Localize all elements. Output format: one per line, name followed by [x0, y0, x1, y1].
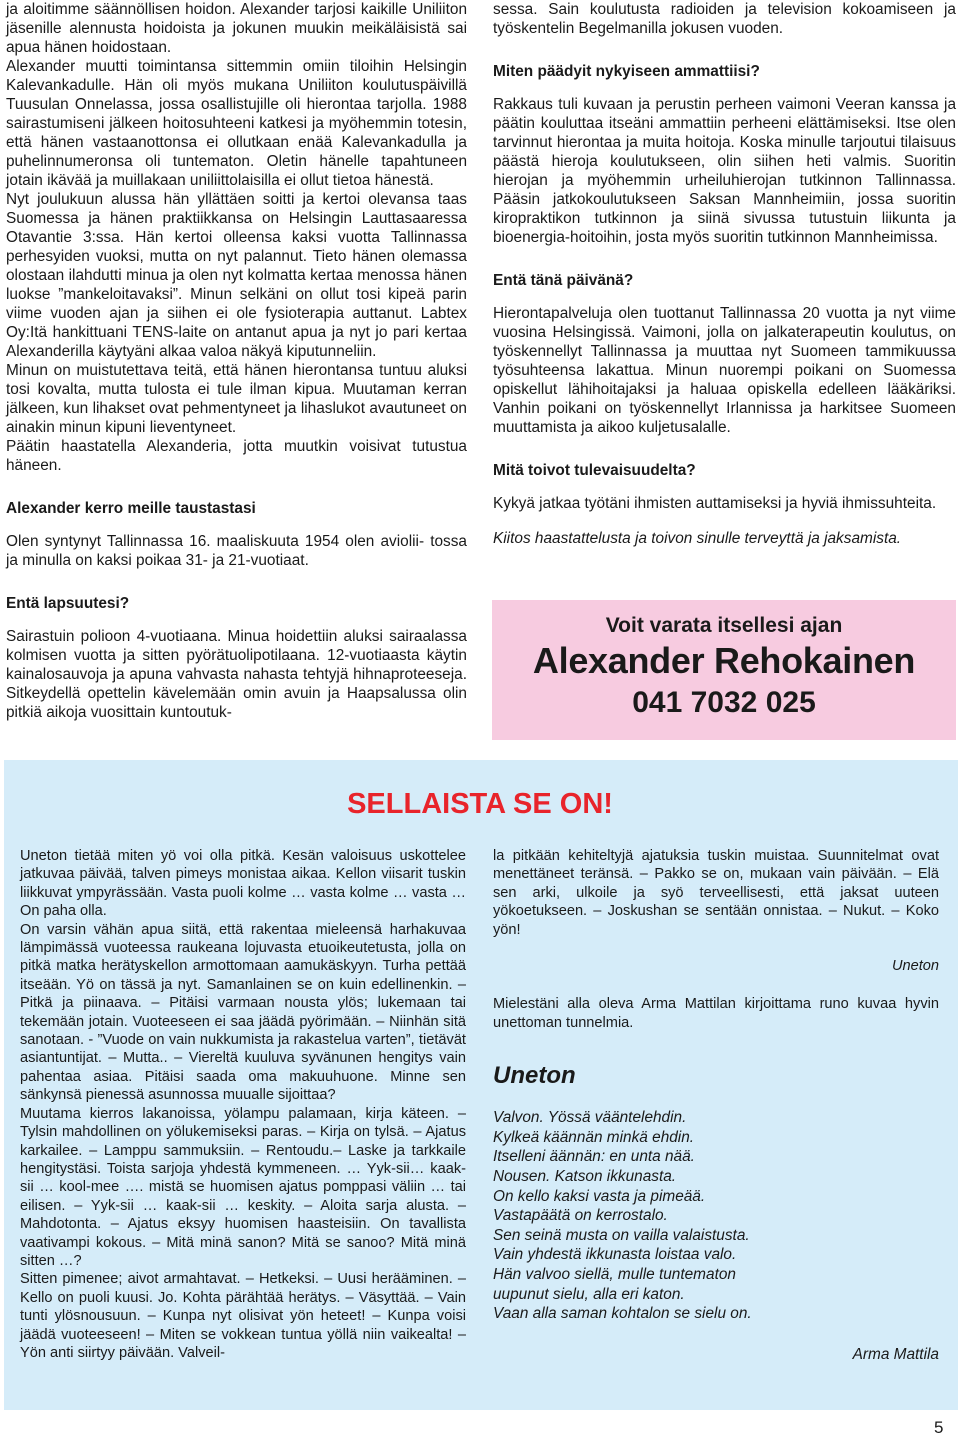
- paragraph: Nyt joulukuun alussa hän yllättäen soitti ja kertoi olevansa taas Suomessa ja hänen praktiikkansa on Helsingin Lauttasaaressa Otavantie 3:ssa. Hän kertoi olleensa kaksi vuotta Tallinnassa perhesyiden vuoksi, mutta on nyt palannut. Tieto hänen olemassa olostaan ilahdutti minua ja olen nyt kolmatta kertaa menossa hänen luokse ”mankeloitavaksi”. Minun selkäni on ollut tosi kipeä parin viime vuoden ajan ja siihen ei ole fysioterapia auttanut. Labtex Oy:Itä hankittuani TENS-laite on antanut apua ja nyt jo pari kertaa Alexanderilla käytyäni alkaa valoa näkyä kiputunneliin.: [6, 191, 467, 360]
- paragraph: Muutama kierros lakanoissa, yölampu palamaan, kirja käteen. – Tylsin mahdollinen on yölukemiseksi paras. – Kirja on tylsä. – Ajatus karkailee. – Lamppu sammuksiin. – Rentoudu.– Laske ja tarkkaile hengitystäsi. Toista sarjoja yhdestä kymmeneen. … Yyk-sii… kaak-sii … kool-mee …. mistä se huomisen ajatus pomppasi väliin … tai eilisen. – Yyk-sii … kaak-sii … keskity. – Aloita sarja alusta. – Mahdotonta. – Ajatus eksyy huomisen haasteisiin. On tavallista vaativampi kokous. – Mitä minä sanon? Mitä se sanoo? Mitä minä sitten …?: [20, 1105, 466, 1269]
- answer-paragraph: Sairastuin polioon 4-vuotiaana. Minua hoidettiin aluksi sairaalassa kolmisen vuotta ja sitten pyörätuolipotilaana. 12-vuotiaasta käytin kainalosauvoja ja apuna vahvasta nahasta tehtyjä hihnaproteeseja. Sitkeydellä opettelin kävelemään omin avuin ja Haapsalussa olin pitkiä aikoja vuosittain kuntoutuk-: [6, 628, 467, 721]
- poem-author: Arma Mattila: [852, 1345, 939, 1363]
- question-heading: Entä lapsuutesi?: [6, 595, 130, 612]
- ad-phone-number: 041 7032 025: [632, 686, 816, 719]
- column-right-text: [493, 847, 939, 1364]
- poem-line: Itselleni äännän: en unta nää.: [493, 1148, 695, 1166]
- question-heading: Miten päädyit nykyiseen ammattiisi?: [493, 63, 760, 80]
- question-heading: Alexander kerro meille taustastasi: [6, 500, 256, 517]
- paragraph: Sitten pimenee; aivot armahtavat. – Hetkeksi. – Uusi herääminen. – Kello on puoli kuusi. Jo. Kohta pärähtää herätys. – Väsyttää. – Vain tunti ylösnousuun. – Kunpa nyt olisivat yön heteet! – Kunpa voisi jäädä vuoteeseen! – Miten se vokkean tuntua yöllä niin vaikealta! – Yön anti siirtyy päivään. Valveil-: [20, 1271, 466, 1361]
- answer-paragraph: sessa. Sain koulutusta radioiden ja television kokoamiseen ja työskentelin Begelmanilla jokusen vuoden.: [493, 1, 956, 37]
- article-left-column: [6, 0, 467, 722]
- paragraph: On varsin vähän apua siitä, että rakentaa mieleensä harhakuvaa lämpimässä vuoteessa raukeana lojuvasta etuoikeutetusta, jolla on pitkä matka herätyskellon armottomaan aamukäskyyn. Turha pettää itseään. Yö on tässä ja nyt. Samanlainen se on kuin edellinenkin. – Pitkä ja piinaava. – Pitäisi varmaan nousta ylös; lukemaan tai tekemään jotain. Vuoteeseen ei saa jäädä pyörimään. – Niinhän sitä sanotaan. - ”Vuode on vain nukkumista ja rakastelua varten”, tietävät asiantuntijat. – Mutta.. – Viereltä kuuluva syvänunen hengitys vain pahentaa asiaa. Pitäisi saada oma makuuhuone. Minne sen sänkynsä pienessä asunnossa muualle sijoittaa?: [20, 921, 466, 1104]
- paragraph: Päätin haastatella Alexanderia, jotta muutkin voisivat tutustua häneen.: [6, 438, 467, 474]
- poem-intro: Mielestäni alla oleva Arma Mattilan kirjoittama runo kuvaa hyvin unettoman tunnelmia.: [493, 996, 939, 1031]
- poem-line: Nousen. Katson ikkunasta.: [493, 1168, 677, 1186]
- poem: [493, 1108, 939, 1324]
- signature: Uneton: [891, 958, 939, 975]
- poem-line: Valvon. Yössä vääntelehdin.: [493, 1109, 687, 1127]
- poem-line: Sen seinä musta on vailla valaistusta.: [493, 1226, 750, 1244]
- answer-paragraph: Kykyä jatkaa työtäni ihmisten auttamiseksi ja hyviä ihmissuhteita.: [493, 495, 937, 512]
- ad-headline: Voit varata itsellesi ajan: [605, 614, 843, 637]
- thanks-note: Kiitos haastattelusta ja toivon sinulle terveyttä ja jaksamista.: [493, 530, 902, 547]
- paragraph: Minun on muistutettava teitä, että hänen hierontansa tuntuu aluksi tosi kovalta, mutta tulosta ei tule ilman kipua. Muutaman kerran jälkeen, kun lihakset ovat pehmentyneet ja lihaslukot avautuneet on ainakin minun kipuni lieventyneet.: [6, 362, 467, 436]
- poem-line: On kello kaksi vasta ja pimeää.: [493, 1187, 706, 1205]
- paragraph: la pitkään kehiteltyjä ajatuksia tuskin muistaa. Suunnitelmat ovat menettäneet teränsä. – Pakko se on, mukaan vain päivään. – Elä sen arki, ulkoile ja syö terveellisesti, että jaksat uuteen yökoetukseen. – Joskushan se sentään onnistaa. – Nukut. – Koko yön!: [493, 848, 939, 938]
- question-heading: Entä tänä päivänä?: [493, 272, 634, 289]
- paragraph: Alexander muutti toimintansa sittemmin omiin tiloihin Helsingin Kalevankadulle. Hän oli myös mukana Uniliiton koulutuspäivillä Tuusulan Onnelassa, jossa osallistujille oli hierontaa tarjolla. 1988 sairastumiseni jälkeen hoitosuhteeni katkesi ja myöhemmin totesin, että hänen vastaanottonsa ei ollutkaan enää Kalevankadulla ja puhelinnumeronsa oli tuntematon. Oletin hänelle tapahtuneen jotain ikävää ja muillakaan uniliittolaisilla ei ollut tietoa hänestä.: [6, 58, 467, 189]
- poem-line: Vaan alla saman kohtalon se sielu on.: [493, 1305, 752, 1323]
- appointment-ad-box: [492, 600, 956, 740]
- column-title: SELLAISTA SE ON!: [347, 788, 613, 820]
- answer-paragraph: Hierontapalveluja olen tuottanut Tallinnassa 20 vuotta ja nyt viime vuosina Helsingissä. Vaimoni, jolla on jalkaterapeutin koulutus, on työskennellyt Tallinnassa ja muuttaa nyt Suomeen tammikuussa työsuhteensa lakattua. Minun nuorempi poikani on Suomessa opiskellut lähihoitajaksi ja haluaa opiskella edelleen lääkäriksi. Vanhin poikani on työskennellyt Irlannissa ja harkitsee Suomeen muuttamista ja aikoo kuljetusalalle.: [493, 305, 956, 436]
- answer-paragraph: Olen syntynyt Tallinnassa 16. maaliskuuta 1954 olen aviolii- tossa ja minulla on kaksi poikaa 31- ja 21-vuotiaat.: [6, 533, 467, 569]
- poem-line: uupunut sielu, alla eri katon.: [493, 1285, 685, 1303]
- paragraph: ja aloitimme säännöllisen hoidon. Alexander tarjosi kaikille Uniliiton jäsenille alennusta hoidoista ja jokunen muukin meikäläisistä sai apua hänen hoidostaan.: [6, 1, 467, 56]
- ad-therapist-name: Alexander Rehokainen: [532, 640, 916, 681]
- column-left-text: [20, 847, 466, 1362]
- paragraph: Uneton tietää miten yö voi olla pitkä. Kesän valoisuus uskottelee jatkuvaa päivää, talven pimeys monistaa aikaa. Kellon viisarit tuskin liikkuvat ympyrässään. Vasta puoli kolme … vasta kolme … vasta … On paha olla.: [20, 848, 466, 920]
- poem-line: Kylkeä käännän minkä ehdin.: [493, 1128, 695, 1146]
- article-right-column: [493, 0, 956, 548]
- poem-line: Hän valvoo siellä, mulle tuntematon: [493, 1266, 736, 1283]
- question-heading: Mitä toivot tulevaisuudelta?: [493, 462, 696, 479]
- poem-title: Uneton: [493, 1062, 576, 1090]
- poem-line: Vain yhdestä ikkunasta loistaa valo.: [493, 1246, 737, 1264]
- poem-line: Vastapäätä on kerrostalo.: [493, 1207, 668, 1225]
- answer-paragraph: Rakkaus tuli kuvaan ja perustin perheen vaimoni Veeran kanssa ja päätin kouluttaa itseäni ammattiin perheeni elättämiseksi. Itse olen tarvinnut hierontaa ja muita hoitoja. Koska minulle tarjoutui tilaisuus päästä hieroja koulutukseen, olin siihen heti valmis. Suoritin hierojan ja myöhemmin urheiluhierojan tutkinnon Tallinnassa. Pääsin jatkokoulutukseen Saksan Mannheimiin, jossa suoritin kiropraktikon tutkinnon ja siinä sivussa tutustuin liikunta ja bioenergia-hoitoihin, josta myös suoritin tutkinnon Mannheimissa.: [493, 96, 956, 246]
- page-number: 5: [934, 1418, 944, 1437]
